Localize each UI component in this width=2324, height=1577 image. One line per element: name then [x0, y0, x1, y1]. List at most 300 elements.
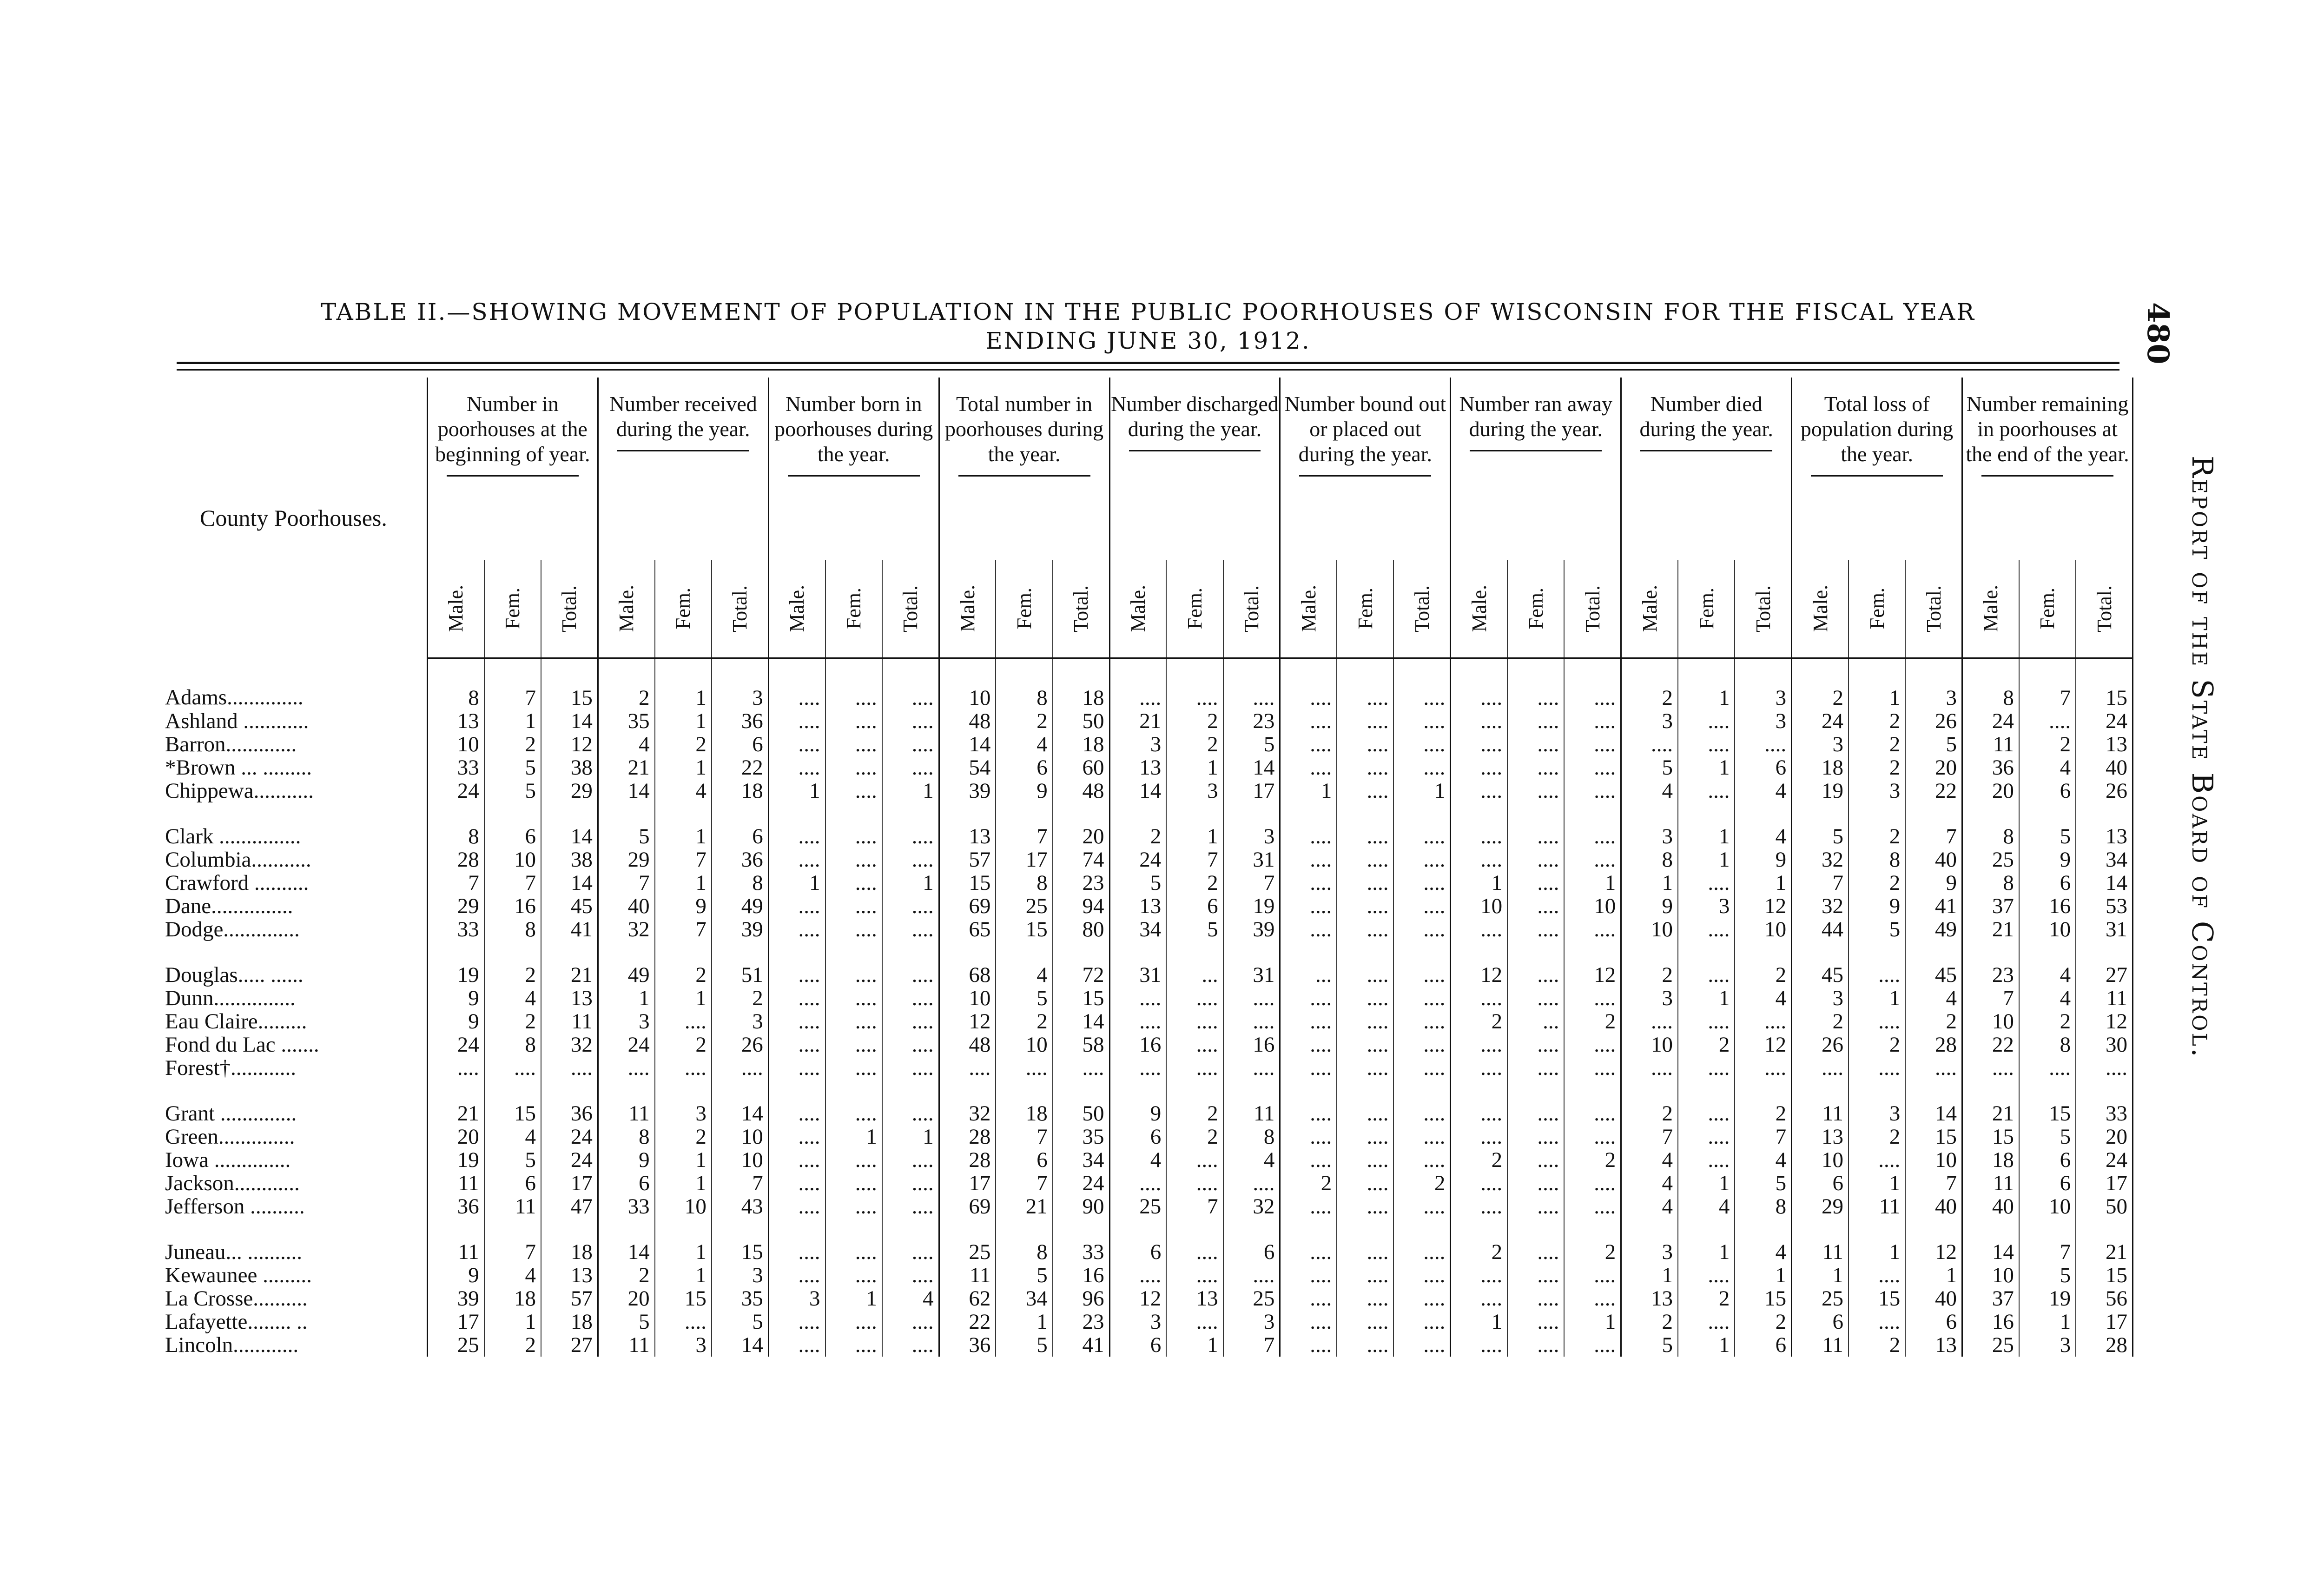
sub-header	[768, 560, 825, 658]
table-cell: ....	[1507, 658, 1564, 709]
sub-header-label: Fem.	[501, 588, 524, 629]
table-row	[160, 1125, 2133, 1148]
table-cell: 5	[1621, 756, 1678, 779]
table-cell: ....	[1678, 941, 1735, 987]
table-cell: 7	[1166, 1195, 1223, 1218]
sub-header	[996, 560, 1052, 658]
table-cell: ....	[1393, 848, 1450, 871]
group-header	[1451, 378, 1621, 560]
table-cell: 1	[655, 871, 712, 895]
table-cell: ....	[1280, 802, 1337, 848]
table-cell: 14	[939, 733, 996, 756]
table-cell: 7	[1905, 1172, 1962, 1195]
sub-header-label: Fem.	[1865, 588, 1888, 629]
group-header	[1962, 378, 2133, 560]
sub-header	[1735, 560, 1791, 658]
table-cell: 48	[1053, 779, 1109, 802]
table-cell: 8	[712, 871, 768, 895]
table-cell: ....	[939, 1056, 996, 1080]
table-cell: ....	[1337, 1125, 1393, 1148]
table-cell: 1	[1678, 1218, 1735, 1264]
table-cell: 18	[1053, 733, 1109, 756]
table-cell: 65	[939, 918, 996, 941]
table-cell: 15	[1849, 1287, 1905, 1310]
table-cell: ....	[1166, 987, 1223, 1010]
table-cell: 8	[1962, 871, 2019, 895]
table-cell: 23	[1053, 871, 1109, 895]
table-cell: ....	[882, 756, 939, 779]
table-cell: 3	[655, 1333, 712, 1357]
table-cell: 16	[1109, 1033, 1166, 1056]
table-cell: 35	[712, 1287, 768, 1310]
table-cell: ....	[1849, 1010, 1905, 1033]
table-cell: ....	[1223, 658, 1280, 709]
title-rule-thin	[177, 369, 2119, 371]
table-cell: ....	[825, 1056, 882, 1080]
group-header-row	[160, 378, 2133, 560]
table-title-line-2: ENDING JUNE 30, 1912.	[985, 327, 1311, 354]
table-cell: 14	[1223, 756, 1280, 779]
table-cell: ....	[1507, 1172, 1564, 1195]
table-cell: 23	[1223, 709, 1280, 733]
table-cell: ....	[1393, 987, 1450, 1010]
table-cell: ....	[1280, 1033, 1337, 1056]
table-cell: 11	[2076, 987, 2133, 1010]
county-name: Dodge..............	[160, 918, 427, 941]
table-cell: 9	[996, 779, 1052, 802]
table-cell: 40	[2076, 756, 2133, 779]
table-cell: 16	[1962, 1310, 2019, 1333]
table-cell: 4	[1735, 1148, 1791, 1172]
table-cell: ....	[825, 709, 882, 733]
table-cell: 5	[1792, 802, 1849, 848]
table-cell: 1	[1792, 1264, 1849, 1287]
table-cell: ....	[1678, 1264, 1735, 1287]
table-cell: 10	[1451, 895, 1507, 918]
table-cell: 1	[655, 1148, 712, 1172]
table-cell: 34	[996, 1287, 1052, 1310]
sub-header	[1507, 560, 1564, 658]
county-name: Lafayette........ ..	[160, 1310, 427, 1333]
table-row	[160, 1310, 2133, 1333]
table-cell: ....	[768, 709, 825, 733]
page-number: 480	[2140, 302, 2175, 364]
table-cell: 2	[1849, 1033, 1905, 1056]
sub-header-label: Male.	[956, 585, 979, 632]
table-cell: 7	[2019, 658, 2076, 709]
table-cell: ....	[1564, 918, 1621, 941]
table-cell: ....	[1678, 1010, 1735, 1033]
group-underline	[617, 450, 749, 451]
table-cell: 6	[484, 802, 541, 848]
sub-header-label: Fem.	[672, 588, 695, 629]
table-cell: 17	[1223, 779, 1280, 802]
table-cell: 3	[2019, 1333, 2076, 1357]
table-cell: 22	[712, 756, 768, 779]
sub-header	[484, 560, 541, 658]
table-cell: 13	[1109, 756, 1166, 779]
table-cell: 6	[1109, 1333, 1166, 1357]
table-cell: 15	[712, 1218, 768, 1264]
table-cell: 3	[1109, 733, 1166, 756]
table-cell: 12	[1564, 941, 1621, 987]
running-head: Report of the State Board of Control.	[2185, 456, 2219, 1059]
table-cell: 28	[2076, 1333, 2133, 1357]
table-cell: ....	[768, 1172, 825, 1195]
table-cell: ....	[825, 1264, 882, 1287]
county-name: Dunn...............	[160, 987, 427, 1010]
table-cell: ....	[1166, 1310, 1223, 1333]
table-cell: 9	[2019, 848, 2076, 871]
table-cell: 8	[996, 1218, 1052, 1264]
table-cell: ....	[541, 1056, 598, 1080]
table-cell: 29	[427, 895, 484, 918]
table-cell: ....	[1393, 1056, 1450, 1080]
table-cell: ....	[825, 871, 882, 895]
table-cell: 4	[882, 1287, 939, 1310]
sub-header	[1451, 560, 1507, 658]
county-name: Ashland ............	[160, 709, 427, 733]
table-cell: 13	[1621, 1287, 1678, 1310]
group-underline	[1640, 450, 1772, 451]
table-cell: 11	[1962, 733, 2019, 756]
table-cell: 2	[1905, 1010, 1962, 1033]
table-cell: 9	[427, 1010, 484, 1033]
table-cell: 2	[2019, 1010, 2076, 1033]
table-cell: 15	[2076, 658, 2133, 709]
table-cell: 4	[2019, 756, 2076, 779]
table-cell: 5	[484, 756, 541, 779]
table-cell: 1	[1564, 871, 1621, 895]
table-cell: 6	[996, 756, 1052, 779]
table-cell: 7	[1735, 1125, 1791, 1148]
table-cell: 5	[996, 1333, 1052, 1357]
table-cell: 1	[1678, 1333, 1735, 1357]
table-cell: 1	[768, 779, 825, 802]
table-cell: 41	[1053, 1333, 1109, 1357]
table-cell: ....	[1451, 1195, 1507, 1218]
table-cell: 1	[484, 709, 541, 733]
table-cell: ....	[1337, 941, 1393, 987]
table-cell: ....	[1280, 871, 1337, 895]
table-cell: ....	[882, 709, 939, 733]
table-cell: 1	[1166, 1333, 1223, 1357]
table-cell: 3	[655, 1080, 712, 1125]
table-cell: ....	[1393, 1080, 1450, 1125]
sub-header	[1564, 560, 1621, 658]
table-cell: 10	[712, 1148, 768, 1172]
table-row	[160, 918, 2133, 941]
table-cell: 20	[598, 1287, 654, 1310]
table-cell: ....	[1678, 1125, 1735, 1148]
table-cell: 18	[484, 1287, 541, 1310]
sub-header	[1962, 560, 2019, 658]
table-cell: ....	[1109, 1010, 1166, 1033]
table-cell: ....	[882, 1080, 939, 1125]
table-row	[160, 1033, 2133, 1056]
table-cell: ....	[1393, 1010, 1450, 1033]
table-cell: 38	[541, 756, 598, 779]
table-cell: 6	[712, 802, 768, 848]
table-cell: ....	[1451, 756, 1507, 779]
table-cell: 8	[598, 1125, 654, 1148]
table-cell: 24	[598, 1033, 654, 1056]
table-cell: 24	[1053, 1172, 1109, 1195]
table-cell: ....	[1564, 1287, 1621, 1310]
table-cell: 14	[1962, 1218, 2019, 1264]
table-cell: 2	[1166, 709, 1223, 733]
table-cell: ....	[1451, 848, 1507, 871]
table-cell: ....	[1451, 1172, 1507, 1195]
table-cell: ....	[1678, 709, 1735, 733]
table-cell: 51	[712, 941, 768, 987]
table-cell: 40	[598, 895, 654, 918]
table-cell: ....	[768, 987, 825, 1010]
sub-header	[1053, 560, 1109, 658]
table-cell: 2	[1621, 1080, 1678, 1125]
sub-header-label: Fem.	[2036, 588, 2059, 629]
table-cell: 10	[939, 658, 996, 709]
group-underline	[1981, 475, 2113, 477]
table-cell: 3	[1792, 987, 1849, 1010]
table-cell: 50	[2076, 1195, 2133, 1218]
table-cell: ....	[1223, 1172, 1280, 1195]
table-cell: ....	[1849, 1148, 1905, 1172]
table-cell: ....	[1507, 1125, 1564, 1148]
table-cell: 12	[1109, 1287, 1166, 1310]
table-cell: 18	[541, 1218, 598, 1264]
table-cell: 6	[1223, 1218, 1280, 1264]
table-cell: 2	[1621, 658, 1678, 709]
table-cell: 6	[1792, 1172, 1849, 1195]
county-name: Green..............	[160, 1125, 427, 1148]
table-cell: ....	[768, 1218, 825, 1264]
table-cell: 10	[2019, 1195, 2076, 1218]
table-cell: ....	[825, 918, 882, 941]
table-cell: 15	[655, 1287, 712, 1310]
table-cell: 4	[1735, 987, 1791, 1010]
table-cell: ....	[1507, 1033, 1564, 1056]
table-cell: ....	[1166, 1148, 1223, 1172]
table-cell: 4	[996, 941, 1052, 987]
table-cell: 25	[1962, 1333, 2019, 1357]
table-cell: ....	[1337, 1333, 1393, 1357]
table-cell: 18	[712, 779, 768, 802]
table-cell: 4	[1109, 1148, 1166, 1172]
table-cell: 2	[1849, 709, 1905, 733]
table-cell: 24	[541, 1125, 598, 1148]
table-cell: 10	[1735, 918, 1791, 941]
table-cell: 25	[1962, 848, 2019, 871]
table-cell: ....	[1223, 1264, 1280, 1287]
table-cell: 49	[712, 895, 768, 918]
sub-header-label: Fem.	[1183, 588, 1206, 629]
table-cell: ....	[1451, 802, 1507, 848]
table-cell: 6	[598, 1172, 654, 1195]
table-cell: ....	[1280, 709, 1337, 733]
table-cell: 10	[1905, 1148, 1962, 1172]
table-cell: ....	[1678, 779, 1735, 802]
table-cell: 5	[1621, 1333, 1678, 1357]
group-header	[598, 378, 768, 560]
sub-header	[1223, 560, 1280, 658]
table-cell: ....	[768, 733, 825, 756]
table-cell: ....	[1849, 1310, 1905, 1333]
group-header	[768, 378, 939, 560]
table-cell: 24	[2076, 1148, 2133, 1172]
sub-header	[598, 560, 654, 658]
table-cell: 5	[1109, 871, 1166, 895]
table-row	[160, 709, 2133, 733]
table-cell: ....	[1507, 1148, 1564, 1172]
table-cell: ....	[2019, 1056, 2076, 1080]
table-cell: 15	[484, 1080, 541, 1125]
table-cell: 2	[1166, 871, 1223, 895]
table-cell: ....	[882, 918, 939, 941]
table-cell: ....	[1451, 779, 1507, 802]
table-cell: ....	[1337, 802, 1393, 848]
group-underline	[1811, 475, 1943, 477]
table-cell: 35	[1053, 1125, 1109, 1148]
table-cell: 68	[939, 941, 996, 987]
table-cell: ....	[768, 756, 825, 779]
table-cell: ....	[1507, 848, 1564, 871]
table-cell: 26	[1792, 1033, 1849, 1056]
table-cell: ....	[1564, 1172, 1621, 1195]
sub-header-label: Total.	[728, 585, 752, 632]
table-cell: ....	[1451, 709, 1507, 733]
table-cell: 36	[939, 1333, 996, 1357]
table-cell: 10	[1621, 918, 1678, 941]
table-cell: 20	[1053, 802, 1109, 848]
table-cell: 12	[1905, 1218, 1962, 1264]
table-cell: 4	[484, 1125, 541, 1148]
table-cell: 3	[712, 658, 768, 709]
table-cell: ....	[1507, 1195, 1564, 1218]
table-cell: 8	[427, 802, 484, 848]
table-cell: 2	[1451, 1148, 1507, 1172]
table-cell: 49	[598, 941, 654, 987]
table-cell: ....	[1849, 941, 1905, 987]
table-cell: 24	[2076, 709, 2133, 733]
table-cell: 15	[1962, 1125, 2019, 1148]
table-cell: ....	[825, 1172, 882, 1195]
table-cell: ....	[1621, 1056, 1678, 1080]
table-cell: 28	[939, 1125, 996, 1148]
table-cell: 7	[1166, 848, 1223, 871]
table-cell: 13	[939, 802, 996, 848]
table-cell: ....	[825, 848, 882, 871]
table-cell: 32	[1792, 895, 1849, 918]
table-cell: 14	[2076, 871, 2133, 895]
table-cell: 39	[939, 779, 996, 802]
table-row	[160, 1264, 2133, 1287]
table-cell: ....	[1280, 1080, 1337, 1125]
table-cell: 6	[2019, 779, 2076, 802]
table-cell: 1	[1849, 1218, 1905, 1264]
table-cell: 20	[1905, 756, 1962, 779]
table-cell: 2	[1849, 802, 1905, 848]
table-cell: 2	[1678, 1287, 1735, 1310]
table-cell: 1	[655, 1264, 712, 1287]
table-cell: ....	[1507, 918, 1564, 941]
table-cell: 45	[1905, 941, 1962, 987]
table-cell: ....	[2019, 709, 2076, 733]
table-cell: 17	[2076, 1172, 2133, 1195]
county-name: Douglas..... ......	[160, 941, 427, 987]
table-cell: ....	[1393, 1033, 1450, 1056]
table-cell: 14	[712, 1080, 768, 1125]
table-cell: 4	[484, 1264, 541, 1287]
table-cell: ....	[1678, 1080, 1735, 1125]
table-cell: 4	[1621, 1148, 1678, 1172]
table-cell: 6	[2019, 1172, 2076, 1195]
sub-header-label: Male.	[615, 585, 638, 632]
table-cell: ....	[768, 848, 825, 871]
table-cell: ....	[1337, 1310, 1393, 1333]
table-cell: 2	[1849, 1333, 1905, 1357]
group-header-label: Number born in poorhouses during the year.	[774, 392, 933, 466]
table-cell: ....	[1451, 987, 1507, 1010]
table-cell: ....	[1678, 1056, 1735, 1080]
table-cell: 1	[655, 756, 712, 779]
table-cell: ....	[1451, 1056, 1507, 1080]
table-cell: ....	[1564, 709, 1621, 733]
county-name: Dane...............	[160, 895, 427, 918]
table-cell: 1	[1451, 871, 1507, 895]
sub-header	[1109, 560, 1166, 658]
table-cell: 5	[598, 802, 654, 848]
table-cell: 29	[598, 848, 654, 871]
table-cell: 1	[1451, 1310, 1507, 1333]
table-cell: ....	[1792, 1056, 1849, 1080]
table-cell: 12	[541, 733, 598, 756]
sub-header-label: Total.	[1070, 585, 1093, 632]
table-cell: 2	[598, 658, 654, 709]
table-cell: 3	[1849, 1080, 1905, 1125]
county-name: Iowa ..............	[160, 1148, 427, 1172]
table-cell: 7	[1905, 802, 1962, 848]
table-cell: ....	[1393, 733, 1450, 756]
table-cell: 1	[768, 871, 825, 895]
table-cell: 9	[427, 987, 484, 1010]
table-cell: 45	[541, 895, 598, 918]
table-cell: 33	[2076, 1080, 2133, 1125]
table-cell: ....	[1166, 658, 1223, 709]
sub-header-label: Male.	[786, 585, 809, 632]
table-cell: 1	[655, 1172, 712, 1195]
table-cell: ....	[1451, 658, 1507, 709]
table-cell: 7	[1223, 1333, 1280, 1357]
table-cell: 48	[939, 709, 996, 733]
table-cell: 4	[1678, 1195, 1735, 1218]
table-cell: 21	[996, 1195, 1052, 1218]
table-row	[160, 871, 2133, 895]
table-cell: ....	[1564, 1195, 1621, 1218]
table-cell: ....	[1280, 918, 1337, 941]
table-cell: ....	[1678, 871, 1735, 895]
table-cell: 5	[996, 987, 1052, 1010]
table-cell: ....	[1166, 1264, 1223, 1287]
table-cell: ....	[1166, 1010, 1223, 1033]
county-name: Juneau... ..........	[160, 1218, 427, 1264]
table-cell: ....	[1507, 756, 1564, 779]
table-cell: 4	[655, 779, 712, 802]
table-cell: 1	[2019, 1310, 2076, 1333]
table-cell: ....	[1166, 1033, 1223, 1056]
table-row	[160, 1010, 2133, 1033]
table-cell: ....	[1735, 1056, 1791, 1080]
